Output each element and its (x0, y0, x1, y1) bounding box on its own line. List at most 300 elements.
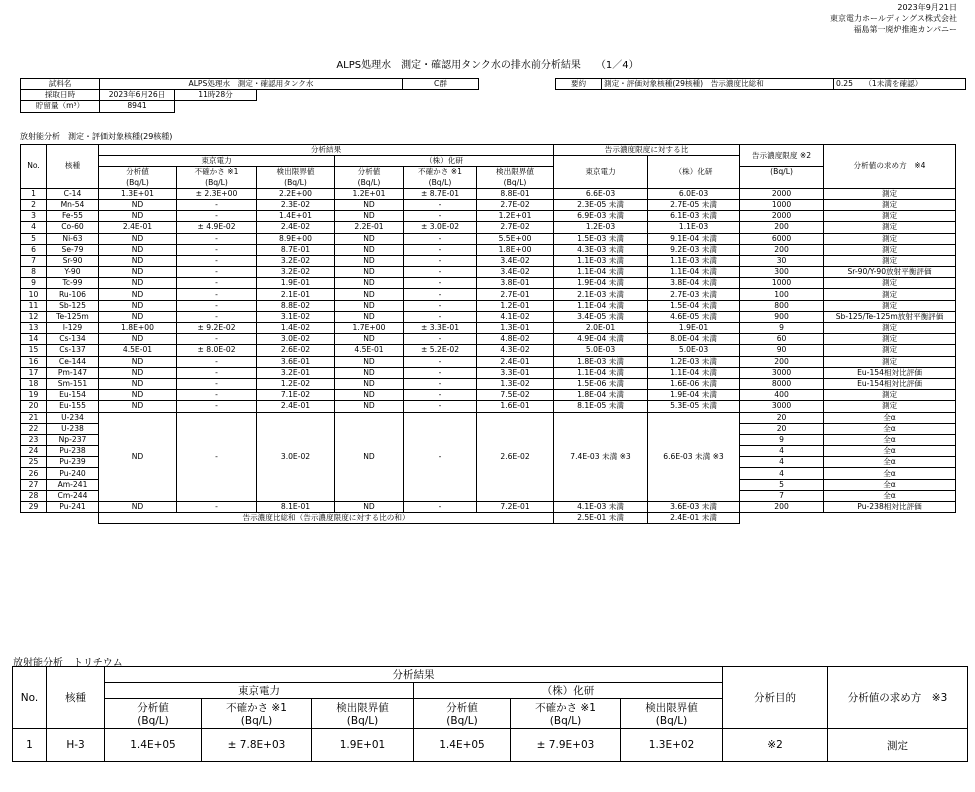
cell-k-uncert: ± 3.0E-02 (404, 222, 477, 233)
table-row (21, 390, 956, 401)
cell-detect: 3.6E-01 (257, 356, 335, 367)
cell-k-detect: 7.2E-01 (477, 502, 554, 513)
t2-col-detect-label: 検出限界値 (645, 702, 698, 714)
cell-ratio-kaken: 1.2E-03 未満 (648, 356, 740, 367)
cell-method: 測定 (824, 345, 956, 356)
cell-uncert: - (177, 244, 257, 255)
cell-method: Eu-154相対比評価 (824, 367, 956, 378)
cell-uncert: - (177, 255, 257, 266)
cell-detect: 1.4E-02 (257, 323, 335, 334)
cell-no: 20 (21, 401, 47, 412)
cell-method: 測定 (824, 300, 956, 311)
cell-k-uncert: - (404, 267, 477, 278)
cell-ratio-tepco: 2.1E-03 未満 (554, 289, 648, 300)
cell-k-detect: 1.3E-01 (477, 323, 554, 334)
cell-k-detect: 1.3E-02 (477, 378, 554, 389)
cell-k-value: ND (335, 199, 404, 210)
cell-value: ND (99, 244, 177, 255)
cell-k-uncert: - (404, 211, 477, 222)
cell-k-detect: 1.3E+02 (621, 729, 723, 762)
t2-col-method: 分析値の求め方 ※3 (828, 667, 968, 729)
cell-value: ND (99, 199, 177, 210)
unit: (Bq/L) (346, 715, 379, 727)
cell-limit: 60 (740, 334, 824, 345)
cell-method: 測定 (824, 244, 956, 255)
cell-nuclide: Eu-155 (47, 401, 99, 412)
table-row (21, 334, 956, 345)
cell-limit: 4 (740, 468, 824, 479)
t2-col-nuclide: 核種 (47, 667, 105, 729)
col-kaken: （株）化研 (335, 156, 554, 167)
cell-method: 測定 (828, 729, 968, 762)
table-row (21, 300, 956, 311)
cell-value: ND (99, 390, 177, 401)
unit: (Bq/L) (257, 178, 335, 189)
cell-k-detect: 4.8E-02 (477, 334, 554, 345)
table-row (21, 255, 956, 266)
cell-ratio-tepco: 4.3E-03 未満 (554, 244, 648, 255)
cell-limit: 2000 (740, 211, 824, 222)
cell-k-detect: 2.6E-02 (477, 412, 554, 502)
cell-uncert: ± 4.9E-02 (177, 222, 257, 233)
cell-limit: 3000 (740, 367, 824, 378)
cell-detect: 8.9E+00 (257, 233, 335, 244)
cell-ratio-tepco: 6.6E-03 (554, 188, 648, 199)
cell-detect: 8.1E-01 (257, 502, 335, 513)
cell-ratio-kaken: 3.6E-03 未満 (648, 502, 740, 513)
cell-k-detect: 2.7E-01 (477, 289, 554, 300)
cell-k-detect: 4.1E-02 (477, 311, 554, 322)
cell-uncert: - (177, 334, 257, 345)
cell-ratio-kaken: 9.1E-04 未満 (648, 233, 740, 244)
cell-k-value: ND (335, 356, 404, 367)
t2-col-value-label: 分析値 (446, 702, 478, 714)
col-method: 分析値の求め方 ※4 (824, 145, 956, 189)
t2-col-value (414, 699, 511, 729)
cell-ratio-tepco: 1.9E-04 未満 (554, 278, 648, 289)
cell-uncert: ± 9.2E-02 (177, 323, 257, 334)
cell-nuclide: Pm-147 (47, 367, 99, 378)
table-row (21, 367, 956, 378)
total-tepco: 2.5E-01 未満 (554, 513, 648, 524)
cell-method: 測定 (824, 323, 956, 334)
cell-value: ND (99, 255, 177, 266)
t2-col-uncert (202, 699, 312, 729)
cell-k-uncert: - (404, 412, 477, 502)
unit: (Bq/L) (137, 715, 169, 727)
cell-k-uncert: - (404, 401, 477, 412)
cell-detect: 2.4E-01 (257, 401, 335, 412)
cell-k-value: ND (335, 289, 404, 300)
cell-no: 29 (21, 502, 47, 513)
col-limit-unit: (Bq/L) (740, 167, 824, 188)
cell-uncert: ± 8.0E-02 (177, 345, 257, 356)
cell-detect: 3.1E-02 (257, 311, 335, 322)
cell-k-value: ND (335, 378, 404, 389)
cell-method: 測定 (824, 278, 956, 289)
cell-k-uncert: - (404, 199, 477, 210)
cell-k-uncert: - (404, 255, 477, 266)
cell-method: 全α (824, 479, 956, 490)
cell-nuclide: Ru-106 (47, 289, 99, 300)
total-label: 告示濃度比総和（告示濃度限度に対する比の和） (99, 513, 554, 524)
t2-col-uncert-label: 不確かさ ※1 (535, 702, 596, 714)
table-row (21, 199, 956, 210)
cell-value: 4.5E-01 (99, 345, 177, 356)
cell-detect: 8.8E-02 (257, 300, 335, 311)
cell-method: Eu-154相対比評価 (824, 378, 956, 389)
cell-uncert: - (177, 267, 257, 278)
cell-nuclide: U-238 (47, 423, 99, 434)
cell-detect: 3.2E-01 (257, 367, 335, 378)
cell-ratio-kaken: 6.6E-03 未満 ※3 (648, 412, 740, 502)
cell-no: 25 (21, 457, 47, 468)
t2-col-detect (312, 699, 414, 729)
volume-label: 貯留量（m³） (21, 101, 100, 112)
cell-method: 全α (824, 412, 956, 423)
cell-no: 21 (21, 412, 47, 423)
cell-purpose: ※2 (723, 729, 828, 762)
cell-method: 測定 (824, 233, 956, 244)
cell-k-uncert: - (404, 378, 477, 389)
cell-ratio-tepco: 1.8E-03 未満 (554, 356, 648, 367)
unit: (Bq/L) (446, 715, 478, 727)
cell-value: 1.4E+05 (105, 729, 202, 762)
cell-ratio-tepco: 2.0E-01 (554, 323, 648, 334)
cell-ratio-tepco: 8.1E-05 未満 (554, 401, 648, 412)
cell-k-detect: 2.7E-02 (477, 199, 554, 210)
cell-k-detect: 3.4E-02 (477, 255, 554, 266)
sample-label: 試料名 (21, 79, 100, 90)
cell-nuclide: Fe-55 (47, 211, 99, 222)
cell-k-detect: 3.3E-01 (477, 367, 554, 378)
date-label: 採取日時 (21, 90, 100, 101)
cell-value: 1.3E+01 (99, 188, 177, 199)
cell-k-detect: 2.7E-02 (477, 222, 554, 233)
cell-ratio-tepco: 2.3E-05 未満 (554, 199, 648, 210)
cell-value: ND (99, 412, 177, 502)
cell-no: 13 (21, 323, 47, 334)
cell-no: 28 (21, 490, 47, 501)
cell-no: 24 (21, 446, 47, 457)
cell-nuclide: Sm-151 (47, 378, 99, 389)
col-k-detect: 検出限界値 (477, 167, 554, 178)
cell-k-value: 1.4E+05 (414, 729, 511, 762)
cell-k-value: ND (335, 502, 404, 513)
cell-nuclide: Sr-90 (47, 255, 99, 266)
cell-ratio-kaken: 4.6E-05 未満 (648, 311, 740, 322)
cell-uncert: - (177, 199, 257, 210)
cell-k-uncert: - (404, 289, 477, 300)
cell-ratio-tepco: 1.8E-04 未満 (554, 390, 648, 401)
cell-value: ND (99, 300, 177, 311)
cell-k-uncert: - (404, 244, 477, 255)
cell-no: 14 (21, 334, 47, 345)
cell-value: ND (99, 401, 177, 412)
cell-no: 7 (21, 255, 47, 266)
cell-limit: 4 (740, 446, 824, 457)
cell-method: Sr-90/Y-90放射平衡評価 (824, 267, 956, 278)
page-title: ALPS処理水 測定・確認用タンク水の排水前分析結果 （1／4） (336, 60, 639, 71)
cell-k-value: ND (335, 390, 404, 401)
cell-detect: 1.9E+01 (312, 729, 414, 762)
cell-method: 全α (824, 434, 956, 445)
cell-nuclide: Pu-239 (47, 457, 99, 468)
cell-uncert: - (177, 211, 257, 222)
cell-uncert: ± 2.3E+00 (177, 188, 257, 199)
summary-label: 要約 (556, 79, 602, 90)
cell-uncert: - (177, 502, 257, 513)
cell-value: ND (99, 356, 177, 367)
cell-detect: 2.3E-02 (257, 199, 335, 210)
cell-detect: 3.2E-02 (257, 255, 335, 266)
cell-method: 測定 (824, 289, 956, 300)
cell-method: Pu-238相対比評価 (824, 502, 956, 513)
cell-no: 10 (21, 289, 47, 300)
cell-nuclide: Ni-63 (47, 233, 99, 244)
cell-detect: 8.7E-01 (257, 244, 335, 255)
cell-method: 全α (824, 490, 956, 501)
cell-limit: 1000 (740, 199, 824, 210)
cell-k-uncert: - (404, 367, 477, 378)
cell-limit: 200 (740, 356, 824, 367)
cell-value: ND (99, 334, 177, 345)
cell-nuclide: U-234 (47, 412, 99, 423)
cell-method: 測定 (824, 401, 956, 412)
total-kaken: 2.4E-01 未満 (648, 513, 740, 524)
cell-no: 9 (21, 278, 47, 289)
cell-k-value: ND (335, 255, 404, 266)
col-nuclide: 核種 (47, 145, 99, 189)
cell-method: Sb-125/Te-125m放射平衡評価 (824, 311, 956, 322)
table-row (21, 323, 956, 334)
nuclide-results-table (20, 144, 956, 524)
cell-no: 18 (21, 378, 47, 389)
col-k-uncert: 不確かさ ※1 (404, 167, 477, 178)
cell-limit: 6000 (740, 233, 824, 244)
cell-k-uncert: - (404, 311, 477, 322)
cell-k-value: ND (335, 334, 404, 345)
cell-uncert: ± 7.8E+03 (202, 729, 312, 762)
table-row (21, 412, 956, 423)
cell-k-value: ND (335, 401, 404, 412)
cell-no: 23 (21, 434, 47, 445)
cell-ratio-kaken: 1.6E-06 未満 (648, 378, 740, 389)
cell-ratio-tepco: 1.1E-04 未満 (554, 267, 648, 278)
cell-no: 26 (21, 468, 47, 479)
cell-k-uncert: - (404, 334, 477, 345)
cell-k-value: ND (335, 267, 404, 278)
cell-ratio-kaken: 2.7E-03 未満 (648, 289, 740, 300)
cell-nuclide: Ce-144 (47, 356, 99, 367)
cell-uncert: - (177, 390, 257, 401)
cell-detect: 2.2E+00 (257, 188, 335, 199)
cell-ratio-tepco: 6.9E-03 未満 (554, 211, 648, 222)
cell-nuclide: Pu-240 (47, 468, 99, 479)
sample-value: ALPS処理水 測定・確認用タンク水 (100, 79, 403, 90)
cell-detect: 3.0E-02 (257, 334, 335, 345)
cell-method: 全α (824, 423, 956, 434)
cell-k-detect: 2.4E-01 (477, 356, 554, 367)
cell-nuclide: I-129 (47, 323, 99, 334)
cell-k-detect: 8.8E-01 (477, 188, 554, 199)
cell-no: 19 (21, 390, 47, 401)
cell-k-detect: 1.8E+00 (477, 244, 554, 255)
cell-limit: 8000 (740, 378, 824, 389)
table-row (21, 267, 956, 278)
tritium-table (12, 666, 968, 762)
cell-ratio-tepco: 3.4E-05 未満 (554, 311, 648, 322)
col-results: 分析結果 (99, 145, 554, 156)
table-row (21, 211, 956, 222)
cell-nuclide: Tc-99 (47, 278, 99, 289)
table-row (21, 502, 956, 513)
cell-limit: 30 (740, 255, 824, 266)
company-division: 福島第一廃炉推進カンパニー (853, 25, 957, 34)
cell-no: 15 (21, 345, 47, 356)
cell-no: 2 (21, 199, 47, 210)
cell-limit: 2000 (740, 188, 824, 199)
cell-uncert: - (177, 412, 257, 502)
cell-ratio-kaken: 1.1E-03 (648, 222, 740, 233)
cell-value: ND (99, 367, 177, 378)
unit: (Bq/L) (240, 715, 273, 727)
cell-nuclide: Se-79 (47, 244, 99, 255)
cell-method: 測定 (824, 255, 956, 266)
cell-ratio-tepco: 4.9E-04 未満 (554, 334, 648, 345)
cell-no: 1 (13, 729, 47, 762)
cell-method: 測定 (824, 334, 956, 345)
cell-limit: 20 (740, 412, 824, 423)
cell-value: ND (99, 502, 177, 513)
cell-limit: 400 (740, 390, 824, 401)
col-ratio: 告示濃度限度に対する比 (554, 145, 740, 156)
col-tepco: 東京電力 (99, 156, 335, 167)
cell-nuclide: Cs-137 (47, 345, 99, 356)
cell-ratio-kaken: 1.5E-04 未満 (648, 300, 740, 311)
cell-value: ND (99, 278, 177, 289)
cell-nuclide: C-14 (47, 188, 99, 199)
table-row (21, 278, 956, 289)
cell-detect: 3.0E-02 (257, 412, 335, 502)
cell-ratio-tepco: 1.1E-04 未満 (554, 367, 648, 378)
cell-limit: 200 (740, 244, 824, 255)
summary-value: 0.25 （1未満を確認） (834, 79, 966, 90)
cell-k-detect: 3.8E-01 (477, 278, 554, 289)
report-date: 2023年9月21日 (897, 3, 957, 12)
cell-no: 3 (21, 211, 47, 222)
summary-desc: 測定・評価対象核種(29核種) 告示濃度比総和 (602, 79, 834, 90)
t2-col-detect (621, 699, 723, 729)
company-name: 東京電力ホールディングス株式会社 (830, 14, 957, 23)
cell-limit: 100 (740, 289, 824, 300)
cell-detect: 2.1E-01 (257, 289, 335, 300)
t2-col-value-label: 分析値 (137, 702, 169, 714)
cell-uncert: - (177, 378, 257, 389)
cell-k-uncert: ± 5.2E-02 (404, 345, 477, 356)
cell-k-value: 1.2E+01 (335, 188, 404, 199)
unit: (Bq/L) (177, 178, 257, 189)
cell-ratio-kaken: 6.0E-03 (648, 188, 740, 199)
date-value: 2023年6月26日 (100, 90, 175, 101)
cell-value: ND (99, 289, 177, 300)
cell-no: 6 (21, 244, 47, 255)
cell-k-value: ND (335, 244, 404, 255)
cell-no: 1 (21, 188, 47, 199)
cell-ratio-kaken: 1.9E-01 (648, 323, 740, 334)
cell-value: 2.4E-01 (99, 222, 177, 233)
cell-k-value: 1.7E+00 (335, 323, 404, 334)
cell-k-value: ND (335, 278, 404, 289)
cell-no: 12 (21, 311, 47, 322)
cell-ratio-tepco: 4.1E-03 未満 (554, 502, 648, 513)
cell-limit: 3000 (740, 401, 824, 412)
table-row (21, 289, 956, 300)
table-row (21, 233, 956, 244)
cell-ratio-kaken: 2.7E-05 未満 (648, 199, 740, 210)
cell-ratio-tepco: 1.1E-04 未満 (554, 300, 648, 311)
cell-uncert: - (177, 367, 257, 378)
col-no: No. (21, 145, 47, 189)
volume-value: 8941 (100, 101, 175, 112)
cell-k-value: ND (335, 233, 404, 244)
cell-limit: 7 (740, 490, 824, 501)
cell-k-detect: 1.2E+01 (477, 211, 554, 222)
cell-ratio-kaken: 1.9E-04 未満 (648, 390, 740, 401)
cell-no: 11 (21, 300, 47, 311)
t2-col-no: No. (13, 667, 47, 729)
cell-uncert: - (177, 278, 257, 289)
t2-col-tepco: 東京電力 (105, 683, 414, 699)
col-detect: 検出限界値 (257, 167, 335, 178)
cell-detect: 1.4E+01 (257, 211, 335, 222)
cell-value: 1.8E+00 (99, 323, 177, 334)
cell-k-value: ND (335, 311, 404, 322)
section-label-tritium: 放射能分析 トリチウム (13, 658, 123, 669)
total-spacer (21, 513, 99, 524)
cell-method: 全α (824, 457, 956, 468)
col-limit: 告示濃度限度 ※2 (740, 145, 824, 167)
table-row (13, 729, 968, 762)
cell-limit: 9 (740, 323, 824, 334)
cell-method: 測定 (824, 199, 956, 210)
cell-k-uncert: - (404, 502, 477, 513)
cell-limit: 1000 (740, 278, 824, 289)
cell-limit: 200 (740, 502, 824, 513)
cell-nuclide: Pu-238 (47, 446, 99, 457)
cell-limit: 4 (740, 457, 824, 468)
cell-k-value: 4.5E-01 (335, 345, 404, 356)
cell-method: 測定 (824, 390, 956, 401)
table-row (21, 311, 956, 322)
cell-value: ND (99, 267, 177, 278)
summary-table (555, 78, 966, 90)
cell-limit: 5 (740, 479, 824, 490)
table-row (21, 188, 956, 199)
cell-ratio-kaken: 6.1E-03 未満 (648, 211, 740, 222)
t2-col-value (105, 699, 202, 729)
cell-nuclide: Am-241 (47, 479, 99, 490)
cell-ratio-tepco: 7.4E-03 未満 ※3 (554, 412, 648, 502)
cell-method: 測定 (824, 188, 956, 199)
cell-ratio-kaken: 1.1E-03 未満 (648, 255, 740, 266)
cell-k-value: 2.2E-01 (335, 222, 404, 233)
cell-value: ND (99, 233, 177, 244)
total-row (21, 513, 956, 524)
table-row (21, 345, 956, 356)
col-ratio-kaken: （株）化研 (648, 156, 740, 189)
col-uncert: 不確かさ ※1 (177, 167, 257, 178)
